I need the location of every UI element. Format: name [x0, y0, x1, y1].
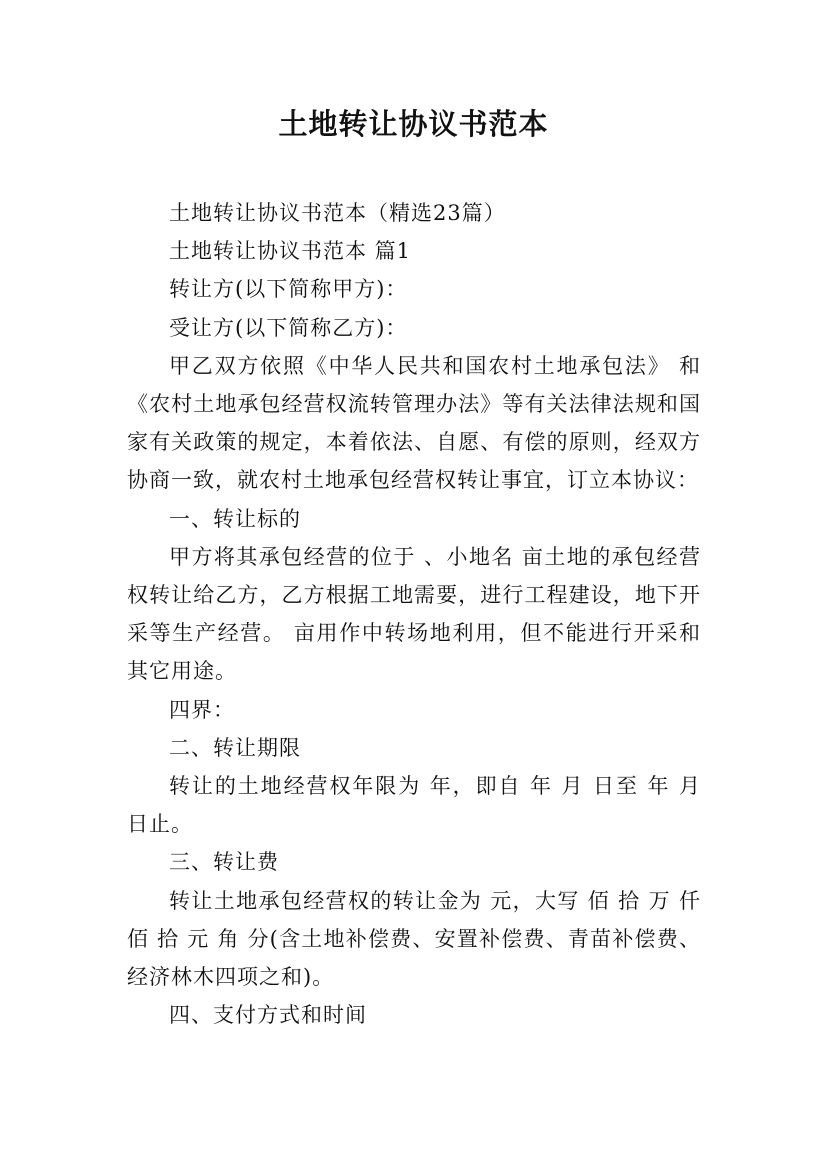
section-heading-term: 二、转让期限 [169, 735, 301, 760]
paragraph-chapter-heading: 土地转让协议书范本 篇1 [169, 239, 412, 264]
paragraph-subject: 甲方将其承包经营的位于 、小地名 亩土地的承包经营权转让给乙方，乙方根据工地需要，进行工程建设，地下开采等生产经营。 亩用作中转场地利用，但不能进行开采和其它用途。 [127, 544, 701, 684]
paragraph-intro: 土地转让协议书范本（精选23篇） [169, 201, 506, 225]
section-heading-fee: 三、转让费 [169, 850, 279, 875]
section-heading-subject: 一、转让标的 [169, 506, 301, 531]
section-heading-payment: 四、支付方式和时间 [169, 1003, 367, 1028]
paragraph-preamble: 甲乙双方依照《中华人民共和国农村土地承包法》 和《农村土地承包经营权流转管理办法》等有关法律法规和国家有关政策的规定，本着依法、自愿、有偿的原则，经双方协商一致，就农村土地承包经营权转让事宜，订立本协议： [127, 353, 701, 493]
paragraph-term: 转让的土地经营权年限为 年，即自 年 月 日至 年 月 日止。 [127, 774, 701, 837]
paragraph-transferor: 转让方(以下简称甲方)： [169, 277, 408, 302]
paragraph-transferee: 受让方(以下简称乙方)： [169, 315, 408, 340]
document-body [127, 194, 701, 1034]
paragraph-boundaries: 四界： [169, 697, 235, 722]
document-title: 土地转让协议书范本 [278, 107, 549, 141]
paragraph-fee: 转让土地承包经营权的转让金为 元，大写 佰 拾 万 仟 佰 拾 元 角 分(含土地补偿费、安置补偿费、青苗补偿费、经济林木四项之和)。 [127, 888, 701, 990]
